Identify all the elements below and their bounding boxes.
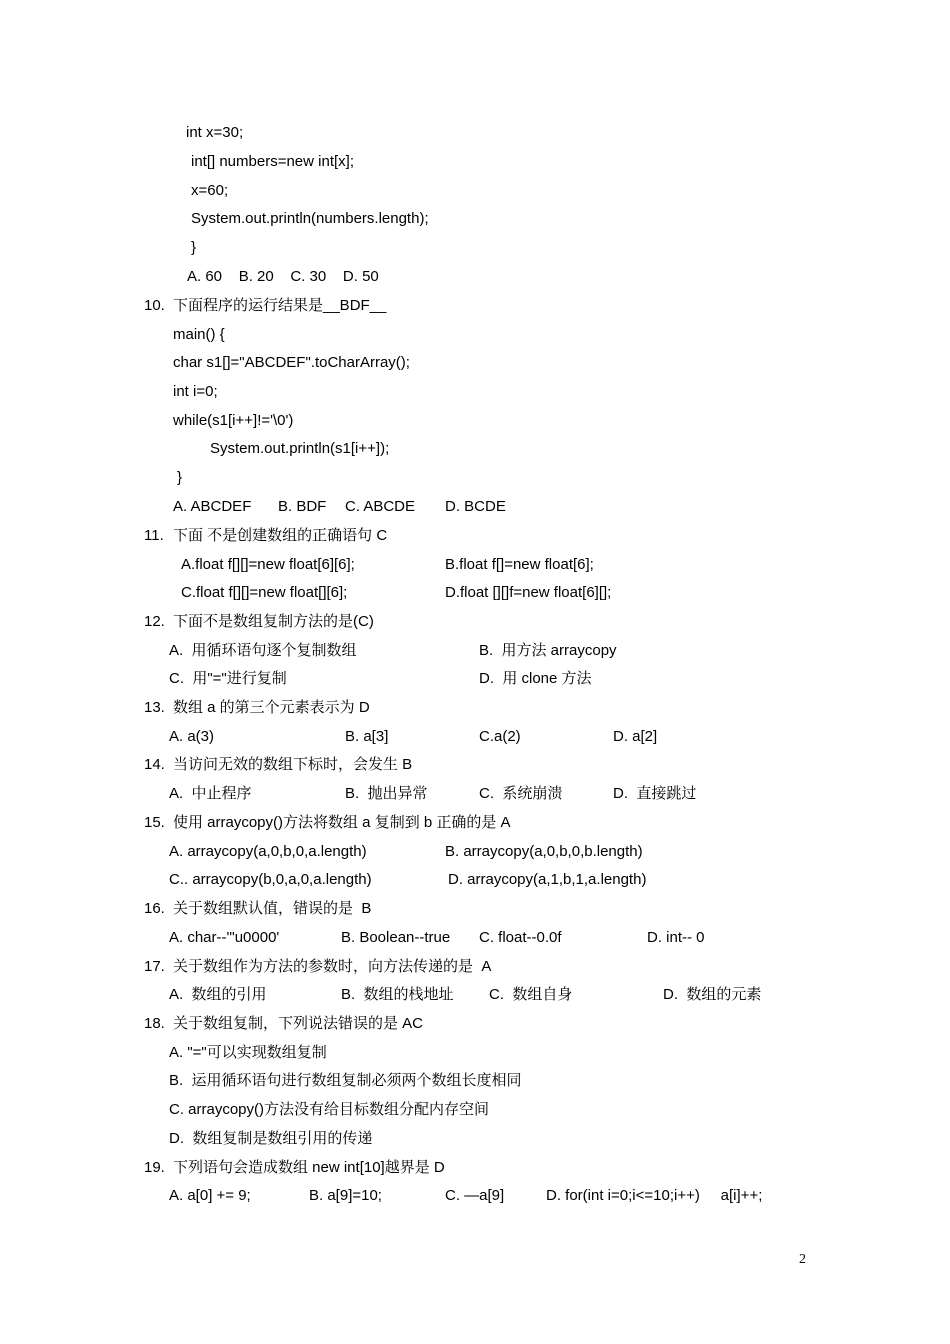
option-b: B. 用方法 arraycopy bbox=[479, 642, 617, 659]
question-number: 13. bbox=[144, 699, 165, 716]
question-number: 15. bbox=[144, 814, 165, 831]
option-b: B. Boolean--true bbox=[341, 929, 451, 946]
option-a: A.float f[][]=new float[6][6]; bbox=[181, 556, 355, 573]
question-stem: 数组 a 的第三个元素表示为 D bbox=[173, 699, 370, 716]
question-stem: 当访问无效的数组下标时，会发生 B bbox=[173, 756, 413, 773]
option-c: C.. arraycopy(b,0,a,0,a.length) bbox=[169, 871, 372, 888]
option-d: D.float [][]f=new float[6][]; bbox=[445, 584, 612, 601]
option-d: D. 直接跳过 bbox=[613, 785, 697, 802]
question-stem: 下面 不是创建数组的正确语句 C bbox=[173, 527, 388, 544]
question-number: 19. bbox=[144, 1159, 165, 1176]
q10-code-line: System.out.println(s1[i++]); bbox=[210, 440, 390, 457]
option-c: C.float f[][]=new float[][6]; bbox=[181, 584, 348, 601]
option-d: D. for(int i=0;i<=10;i++) a[i]++; bbox=[546, 1187, 763, 1204]
question-stem: 关于数组默认值，错误的是 B bbox=[173, 900, 372, 917]
option-b: B. 数组的栈地址 bbox=[341, 986, 454, 1003]
option-a: A. a[0] += 9; bbox=[169, 1187, 251, 1204]
option-c: C. 用"="进行复制 bbox=[169, 670, 287, 687]
q10-code-line: char s1[]="ABCDEF".toCharArray(); bbox=[173, 354, 410, 371]
q9-code-line: x=60; bbox=[191, 182, 229, 199]
option-c: C. —a[9] bbox=[445, 1187, 505, 1204]
option-a: A. 用循环语句逐个复制数组 bbox=[169, 642, 357, 659]
option-a: A. a(3) bbox=[169, 728, 215, 745]
option-b: B. arraycopy(a,0,b,0,b.length) bbox=[445, 843, 643, 860]
option-b: B. a[3] bbox=[345, 728, 389, 745]
option-b: B. BDF bbox=[278, 498, 327, 515]
page-number: 2 bbox=[799, 1252, 806, 1267]
q10-code-line: main() { bbox=[173, 326, 225, 343]
question-number: 12. bbox=[144, 613, 165, 630]
option-c: C. arraycopy()方法没有给目标数组分配内存空间 bbox=[169, 1101, 490, 1118]
option-a: A. char--'"u0000' bbox=[169, 929, 280, 946]
q9-options: A. 60 B. 20 C. 30 D. 50 bbox=[187, 268, 379, 285]
option-d: D. a[2] bbox=[613, 728, 658, 745]
question-number: 10. bbox=[144, 297, 165, 314]
option-b: B. 运用循环语句进行数组复制必须两个数组长度相同 bbox=[169, 1072, 522, 1089]
q9-code-line: int[] numbers=new int[x]; bbox=[191, 153, 354, 170]
option-d: D. arraycopy(a,1,b,1,a.length) bbox=[448, 871, 647, 888]
option-d: D. 用 clone 方法 bbox=[479, 670, 592, 687]
q10-code-line: } bbox=[177, 469, 183, 486]
question-number: 14. bbox=[144, 756, 165, 773]
q9-code-line: int x=30; bbox=[186, 124, 244, 141]
q9-code-line: System.out.println(numbers.length); bbox=[191, 210, 429, 227]
option-c: C. 系统崩溃 bbox=[479, 785, 563, 802]
question-stem: 关于数组复制，下列说法错误的是 AC bbox=[173, 1015, 424, 1032]
q10-code-line: while(s1[i++]!='\0') bbox=[173, 412, 294, 429]
question-number: 17. bbox=[144, 958, 165, 975]
question-stem: 下面程序的运行结果是__BDF__ bbox=[173, 297, 387, 314]
option-a: A. "="可以实现数组复制 bbox=[169, 1044, 327, 1061]
option-d: D. 数组的元素 bbox=[663, 986, 762, 1003]
question-stem: 关于数组作为方法的参数时，向方法传递的是 A bbox=[173, 958, 492, 975]
option-a: A. 数组的引用 bbox=[169, 986, 267, 1003]
option-b: B.float f[]=new float[6]; bbox=[445, 556, 594, 573]
question-stem: 下面不是数组复制方法的是(C) bbox=[173, 613, 374, 630]
option-a: A. ABCDEF bbox=[173, 498, 252, 515]
option-c: C. ABCDE bbox=[345, 498, 416, 515]
question-stem: 使用 arraycopy()方法将数组 a 复制到 b 正确的是 A bbox=[173, 814, 511, 831]
question-number: 16. bbox=[144, 900, 165, 917]
question-stem: 下列语句会造成数组 new int[10]越界是 D bbox=[173, 1159, 445, 1176]
option-c: C. 数组自身 bbox=[489, 986, 573, 1003]
option-a: A. 中止程序 bbox=[169, 785, 252, 802]
option-b: B. a[9]=10; bbox=[309, 1187, 382, 1204]
option-b: B. 抛出异常 bbox=[345, 785, 428, 802]
question-number: 11. bbox=[144, 527, 164, 544]
q10-code-line: int i=0; bbox=[173, 383, 218, 400]
q9-code-line: } bbox=[191, 239, 197, 256]
option-d: D. 数组复制是数组引用的传递 bbox=[169, 1130, 373, 1147]
option-d: D. BCDE bbox=[445, 498, 506, 515]
option-a: A. arraycopy(a,0,b,0,a.length) bbox=[169, 843, 367, 860]
option-d: D. int-- 0 bbox=[647, 929, 705, 946]
option-c: C.a(2) bbox=[479, 728, 521, 745]
question-number: 18. bbox=[144, 1015, 165, 1032]
option-c: C. float--0.0f bbox=[479, 929, 562, 946]
